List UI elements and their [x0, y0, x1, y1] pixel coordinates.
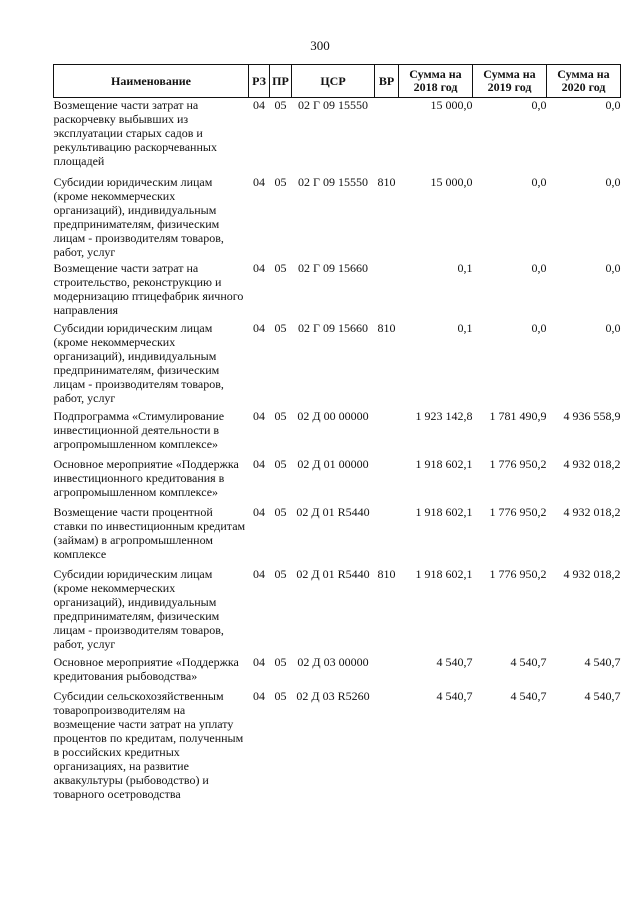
- row-name: Возмещение части процентной ставки по инвестиционным кредитам (займам) в агропромышленном комплексе: [53, 504, 246, 561]
- row-name: Субсидии юридическим лицам (кроме некоммерческих организаций), индивидуальным предпринимателям, физическим лицам - производителям товаров, работ, услуг: [53, 174, 224, 259]
- row-sum-2020: 4 540,7: [584, 688, 621, 703]
- row-pr: 05: [274, 260, 287, 275]
- row-csr: 02 Д 00 00000: [297, 408, 369, 423]
- table-row: [54, 321, 621, 409]
- row-rz: 04: [253, 260, 265, 275]
- row-sum-2019: 4 540,7: [510, 688, 547, 703]
- row-sum-2019: 0,0: [531, 260, 547, 275]
- row-sum-2018: 0,1: [457, 260, 473, 275]
- row-name: Субсидии сельскохозяйственным товаропроизводителям на возмещение части затрат на уплату процентов по кредитам, полученным в российских кредитных организациях, на развитие аквакультуры (рыбоводство) и товарного осетроводства: [53, 688, 244, 801]
- row-sum-2018: 1 923 142,8: [415, 408, 473, 423]
- row-vr: [375, 655, 399, 689]
- row-vr: [375, 98, 399, 175]
- row-sum-2020: 4 932 018,2: [563, 504, 621, 519]
- row-sum-2018: 4 540,7: [436, 654, 473, 669]
- row-pr: 05: [274, 408, 287, 423]
- row-sum-2020: 0,0: [605, 98, 621, 112]
- row-csr: 02 Д 01 R5440: [296, 566, 370, 581]
- row-name: Возмещение части затрат на строительство, реконструкцию и модернизацию птицефабрик яичного направления: [53, 260, 244, 317]
- row-rz: 04: [253, 504, 265, 519]
- row-sum-2018: 1 918 602,1: [415, 456, 473, 471]
- header-csr: ЦСР: [292, 65, 375, 98]
- table-row: [54, 655, 621, 689]
- row-rz: 04: [253, 174, 265, 189]
- row-sum-2019: 0,0: [531, 174, 547, 189]
- row-sum-2020: 4 932 018,2: [563, 566, 621, 581]
- row-sum-2018: 15 000,0: [430, 98, 473, 112]
- table-row: [54, 261, 621, 321]
- row-sum-2020: 0,0: [605, 174, 621, 189]
- header-vr: ВР: [375, 65, 399, 98]
- row-rz: 04: [253, 98, 265, 112]
- budget-table: [53, 64, 621, 823]
- row-pr: 05: [274, 174, 287, 189]
- row-sum-2019: 1 781 490,9: [489, 408, 547, 423]
- row-name: Субсидии юридическим лицам (кроме некоммерческих организаций), индивидуальным предпринимателям, физическим лицам - производителям товаров, работ, услуг: [53, 566, 224, 651]
- table-row: [54, 457, 621, 505]
- table-row: [54, 175, 621, 261]
- row-name: Возмещение части затрат на раскорчевку выбывших из эксплуатации старых садов и рекультивацию раскорчеванных площадей: [53, 98, 217, 168]
- header-name: Наименование: [54, 65, 249, 98]
- row-sum-2020: 0,0: [605, 260, 621, 275]
- row-vr: [375, 409, 399, 457]
- row-vr: 810: [377, 566, 396, 581]
- row-sum-2018: 1 918 602,1: [415, 504, 473, 519]
- row-vr: [375, 689, 399, 823]
- table-row: [54, 98, 621, 175]
- header-sum-2018: Сумма на 2018 год: [399, 65, 473, 98]
- header-sum-2019: Сумма на 2019 год: [473, 65, 547, 98]
- row-pr: 05: [274, 688, 287, 703]
- row-sum-2020: 4 540,7: [584, 654, 621, 669]
- row-sum-2020: 4 936 558,9: [563, 408, 621, 423]
- row-csr: 02 Д 01 R5440: [296, 504, 370, 519]
- row-rz: 04: [253, 688, 265, 703]
- row-vr: 810: [377, 174, 396, 189]
- row-pr: 05: [274, 456, 287, 471]
- row-csr: 02 Г 09 15550: [298, 174, 368, 189]
- row-sum-2019: 1 776 950,2: [489, 504, 547, 519]
- row-rz: 04: [253, 566, 265, 581]
- row-csr: 02 Г 09 15660: [298, 260, 368, 275]
- table-row: [54, 505, 621, 567]
- row-csr: 02 Д 03 00000: [297, 654, 369, 669]
- row-name: Основное мероприятие «Поддержка кредитования рыбоводства»: [53, 654, 239, 683]
- row-csr: 02 Г 09 15660: [298, 320, 368, 335]
- header-pr: ПР: [270, 65, 292, 98]
- row-pr: 05: [274, 98, 287, 112]
- table-row: [54, 689, 621, 823]
- row-sum-2020: 4 932 018,2: [563, 456, 621, 471]
- row-rz: 04: [253, 320, 265, 335]
- table-header-row: [54, 65, 621, 98]
- row-vr: [375, 505, 399, 567]
- row-sum-2019: 4 540,7: [510, 654, 547, 669]
- row-pr: 05: [274, 654, 287, 669]
- row-csr: 02 Д 01 00000: [297, 456, 369, 471]
- row-name: Основное мероприятие «Поддержка инвестиционного кредитования в агропромышленном комплексе»: [53, 456, 239, 499]
- row-pr: 05: [274, 320, 287, 335]
- row-vr: [375, 457, 399, 505]
- row-name: Подпрограмма «Стимулирование инвестиционной деятельности в агропромышленном комплексе»: [53, 408, 225, 451]
- row-pr: 05: [274, 504, 287, 519]
- row-sum-2018: 4 540,7: [436, 688, 473, 703]
- table-row: [54, 409, 621, 457]
- row-sum-2019: 0,0: [531, 320, 547, 335]
- row-sum-2019: 0,0: [531, 98, 547, 112]
- table-row: [54, 567, 621, 655]
- row-sum-2018: 0,1: [457, 320, 473, 335]
- row-rz: 04: [253, 408, 265, 423]
- row-sum-2019: 1 776 950,2: [489, 566, 547, 581]
- row-sum-2018: 15 000,0: [430, 174, 473, 189]
- row-vr: 810: [377, 320, 396, 335]
- page-number: 300: [310, 38, 330, 53]
- header-rz: РЗ: [249, 65, 270, 98]
- row-name: Субсидии юридическим лицам (кроме некоммерческих организаций), индивидуальным предпринимателям, физическим лицам - производителям товаров, работ, услуг: [53, 320, 224, 405]
- row-rz: 04: [253, 654, 265, 669]
- row-csr: 02 Г 09 15550: [298, 98, 368, 112]
- row-sum-2019: 1 776 950,2: [489, 456, 547, 471]
- row-sum-2018: 1 918 602,1: [415, 566, 473, 581]
- row-pr: 05: [274, 566, 287, 581]
- row-sum-2020: 0,0: [605, 320, 621, 335]
- row-csr: 02 Д 03 R5260: [296, 688, 370, 703]
- row-rz: 04: [253, 456, 265, 471]
- header-sum-2020: Сумма на 2020 год: [547, 65, 621, 98]
- row-vr: [375, 261, 399, 321]
